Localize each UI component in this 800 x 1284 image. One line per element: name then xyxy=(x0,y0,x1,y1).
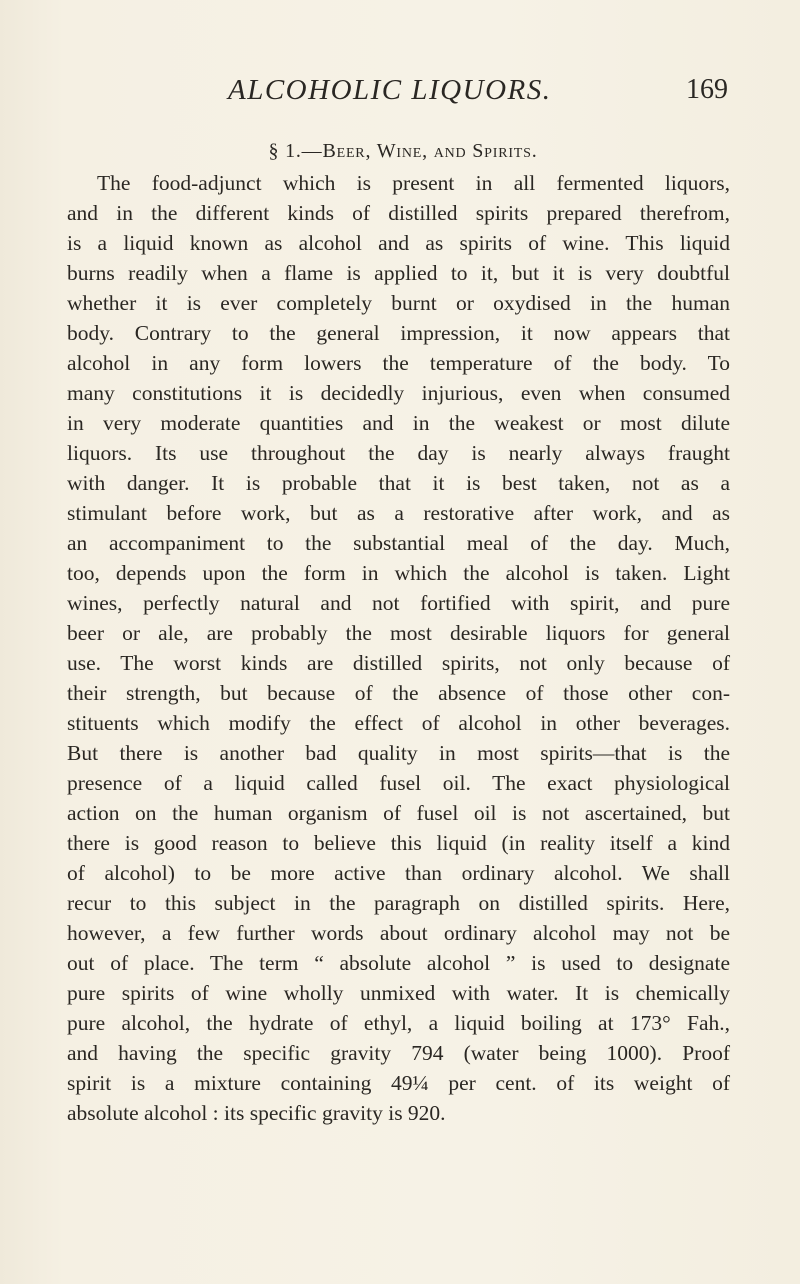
text-line: alcohol in any form lowers the temperature of the body. To xyxy=(67,351,730,375)
text-line: and having the specific gravity 794 (water being 1000). Proof xyxy=(67,1041,730,1065)
page-number: 169 xyxy=(686,74,728,105)
text-line: beer or ale, are probably the most desirable liquors for general xyxy=(67,621,730,645)
section-heading xyxy=(0,140,800,163)
text-line: absolute alcohol : its specific gravity is 920. xyxy=(67,1101,446,1125)
text-line: out of place. The term “ absolute alcohol ” is used to designate xyxy=(67,951,730,975)
text-line: body. Contrary to the general impression, it now appears that xyxy=(67,321,730,345)
text-line: pure spirits of wine wholly unmixed with water. It is chemically xyxy=(67,981,730,1005)
text-line: spirit is a mixture containing 49¼ per cent. of its weight of xyxy=(67,1071,730,1095)
text-line: liquors. Its use throughout the day is nearly always fraught xyxy=(67,441,730,465)
text-line: action on the human organism of fusel oil is not ascertained, but xyxy=(67,801,730,825)
text-line: many constitutions it is decidedly injurious, even when consumed xyxy=(67,381,730,405)
text-line: there is good reason to believe this liquid (in reality itself a kind xyxy=(67,831,730,855)
text-line: of alcohol) to be more active than ordinary alcohol. We shall xyxy=(67,861,730,885)
text-line: burns readily when a flame is applied to it, but it is very doubtful xyxy=(67,261,730,285)
text-line: use. The worst kinds are distilled spirits, not only because of xyxy=(67,651,730,675)
section-heading-text: § 1.—Beer, Wine, and Spirits. xyxy=(268,140,538,162)
text-line: and in the different kinds of distilled spirits prepared therefrom, xyxy=(67,201,730,225)
text-line: an accompaniment to the substantial meal of the day. Much, xyxy=(67,531,730,555)
body-paragraph xyxy=(67,168,730,1128)
text-line: But there is another bad quality in most spirits—that is the xyxy=(67,741,730,765)
text-line: in very moderate quantities and in the weakest or most dilute xyxy=(67,411,730,435)
text-line: stimulant before work, but as a restorative after work, and as xyxy=(67,501,730,525)
text-line: their strength, but because of the absence of those other con- xyxy=(67,681,730,705)
text-line: recur to this subject in the paragraph on distilled spirits. Here, xyxy=(67,891,730,915)
text-line: with danger. It is probable that it is best taken, not as a xyxy=(67,471,730,495)
text-line: pure alcohol, the hydrate of ethyl, a liquid boiling at 173° Fah., xyxy=(67,1011,730,1035)
text-line: whether it is ever completely burnt or oxydised in the human xyxy=(67,291,730,315)
text-line: too, depends upon the form in which the alcohol is taken. Light xyxy=(67,561,730,585)
text-line: wines, perfectly natural and not fortified with spirit, and pure xyxy=(67,591,730,615)
text-line: is a liquid known as alcohol and as spirits of wine. This liquid xyxy=(67,231,730,255)
text-line: The food-adjunct which is present in all fermented liquors, xyxy=(97,171,730,195)
running-title: ALCOHOLIC LIQUORS. xyxy=(228,74,552,106)
text-line: stituents which modify the effect of alcohol in other beverages. xyxy=(67,711,730,735)
page-header xyxy=(228,74,728,114)
text-line: presence of a liquid called fusel oil. The exact physiological xyxy=(67,771,730,795)
text-line: however, a few further words about ordinary alcohol may not be xyxy=(67,921,730,945)
